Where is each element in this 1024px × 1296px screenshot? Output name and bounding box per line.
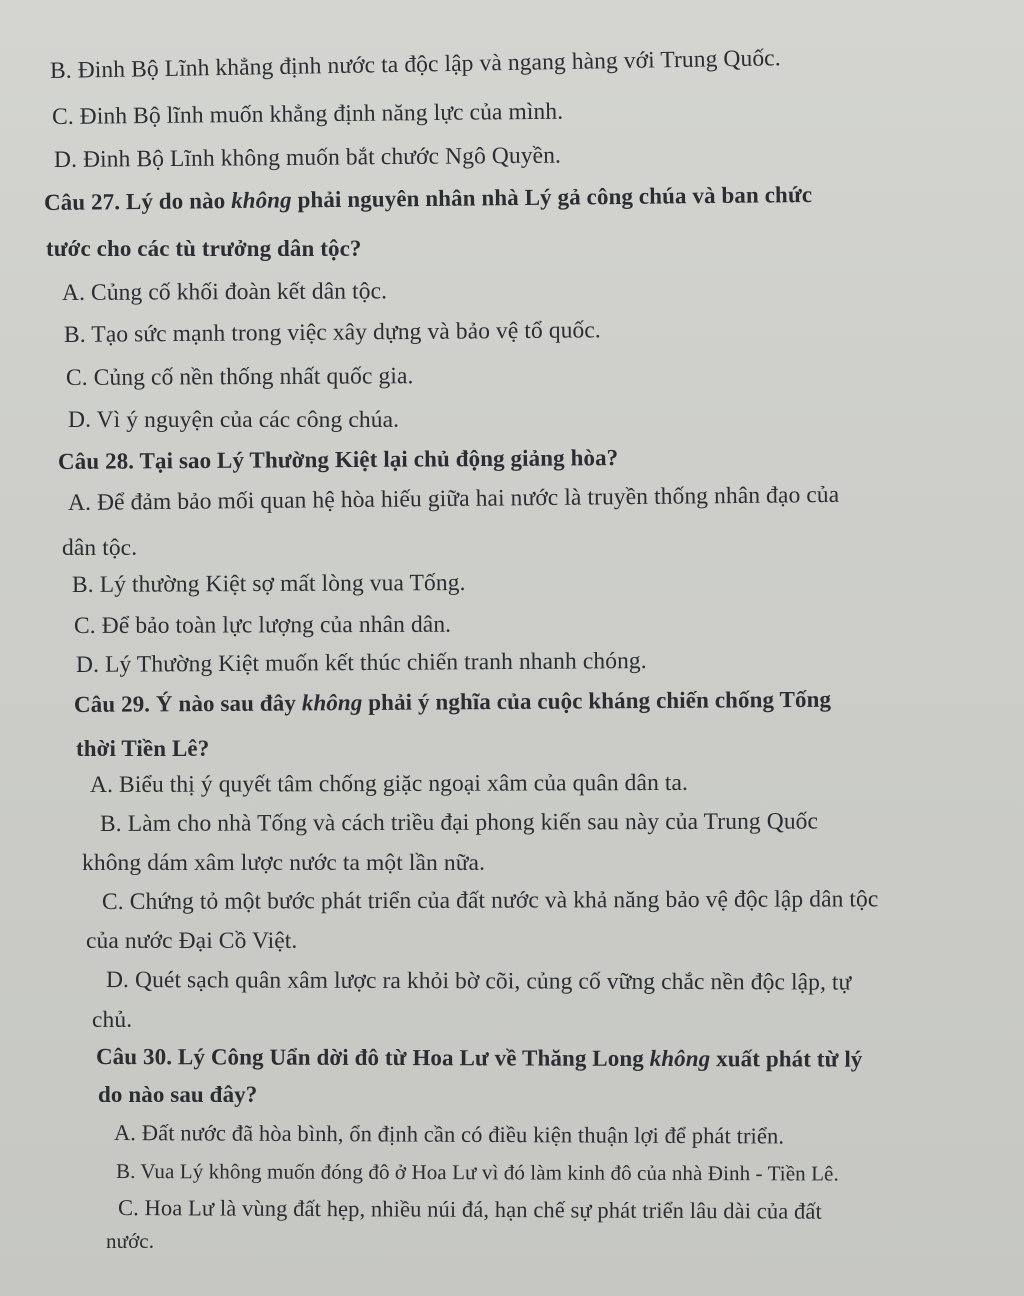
question-28-option-a-line2: dân tộc.: [62, 535, 138, 561]
question-29-option-b-line1: B. Làm cho nhà Tống và cách triều đại phong kiến sau này của Trung Quốc: [99, 808, 819, 837]
question-29-title-emphasis: không: [301, 689, 363, 716]
question-29-option-c-line2: của nước Đại Cồ Việt.: [86, 928, 298, 954]
question-30-title-line2: do nào sau đây?: [98, 1082, 258, 1107]
question-27-title: [44, 180, 812, 218]
question-30-option-b: B. Vua Lý không muốn đóng đô ở Hoa Lư vì đó làm kinh đô của nhà Đinh - Tiền Lê.: [115, 1159, 839, 1186]
question-30-title-emphasis: không: [649, 1045, 711, 1072]
prev-option-d: D. Đinh Bộ Lĩnh không muốn bắt chước Ngô Quyền.: [53, 142, 562, 173]
question-27-option-b: B. Tạo sức mạnh trong việc xây dựng và bảo vệ tổ quốc.: [63, 317, 601, 348]
prev-option-c: C. Đinh Bộ lĩnh muốn khẳng định năng lực của mình.: [51, 98, 564, 130]
question-27-title-part1: Câu 27. Lý do nào: [43, 188, 232, 215]
question-30-option-a: A. Đất nước đã hòa bình, ổn định cần có điều kiện thuận lợi để phát triển.: [113, 1120, 785, 1149]
question-30-option-c-line2: nước.: [106, 1229, 155, 1253]
question-28-option-c: C. Để bảo toàn lực lượng của nhân dân.: [73, 611, 452, 639]
question-27-title-line2: tước cho các tù trưởng dân tộc?: [46, 236, 362, 261]
question-28-option-a-line1: A. Để đảm bảo mối quan hệ hòa hiếu giữa hai nước là truyền thống nhân đạo của: [67, 481, 840, 516]
prev-option-b: B. Đinh Bộ Lĩnh khẳng định nước ta độc lập và ngang hàng với Trung Quốc.: [49, 45, 781, 84]
question-29-option-d-line2: chủ.: [92, 1007, 133, 1033]
question-29-option-c-line1: C. Chứng tỏ một bước phát triển của đất nước và khả năng bảo vệ độc lập dân tộc: [101, 886, 879, 915]
question-29-title-line2: thời Tiền Lê?: [76, 736, 210, 761]
question-30-option-c-line1: C. Hoa Lư là vùng đất hẹp, nhiều núi đá, hạn chế sự phát triển lâu dài của đất: [117, 1195, 822, 1224]
question-27-title-emphasis: không: [230, 187, 292, 214]
question-28-option-b: B. Lý thường Kiệt sợ mất lòng vua Tống.: [71, 569, 466, 598]
question-29-title: [74, 685, 831, 720]
question-29-title-part1: Câu 29. Ý nào sau đây: [73, 690, 302, 717]
question-27-option-c: C. Củng cố nền thống nhất quốc gia.: [65, 363, 414, 391]
question-28-title: Câu 28. Tại sao Lý Thường Kiệt lại chủ động giảng hòa?: [57, 445, 619, 474]
question-30-title: [96, 1042, 863, 1075]
question-27-option-d: D. Vì ý nguyện của các công chúa.: [68, 407, 400, 433]
question-30-title-part1: Câu 30. Lý Công Uẩn dời đô từ Hoa Lư về Thăng Long: [95, 1044, 650, 1071]
question-29-title-part2: phải ý nghĩa của cuộc kháng chiến chống Tống: [362, 686, 832, 715]
question-27-option-a: A. Củng cố khối đoàn kết dân tộc.: [61, 278, 388, 306]
question-29-option-b-line2: không dám xâm lược nước ta một lần nữa.: [82, 850, 486, 876]
question-27-title-part2: phải nguyên nhân nhà Lý gả công chúa và ban chức: [291, 181, 813, 213]
question-29-option-a: A. Biểu thị ý quyết tâm chống giặc ngoại xâm của quân dân ta.: [89, 769, 689, 798]
question-28-option-d: D. Lý Thường Kiệt muốn kết thúc chiến tranh nhanh chóng.: [75, 648, 647, 678]
question-30-title-part2: xuất phát từ lý: [710, 1046, 863, 1072]
question-29-option-d-line1: D. Quét sạch quân xâm lược ra khỏi bờ cõi, củng cố vững chắc nền độc lập, tự: [105, 967, 852, 996]
